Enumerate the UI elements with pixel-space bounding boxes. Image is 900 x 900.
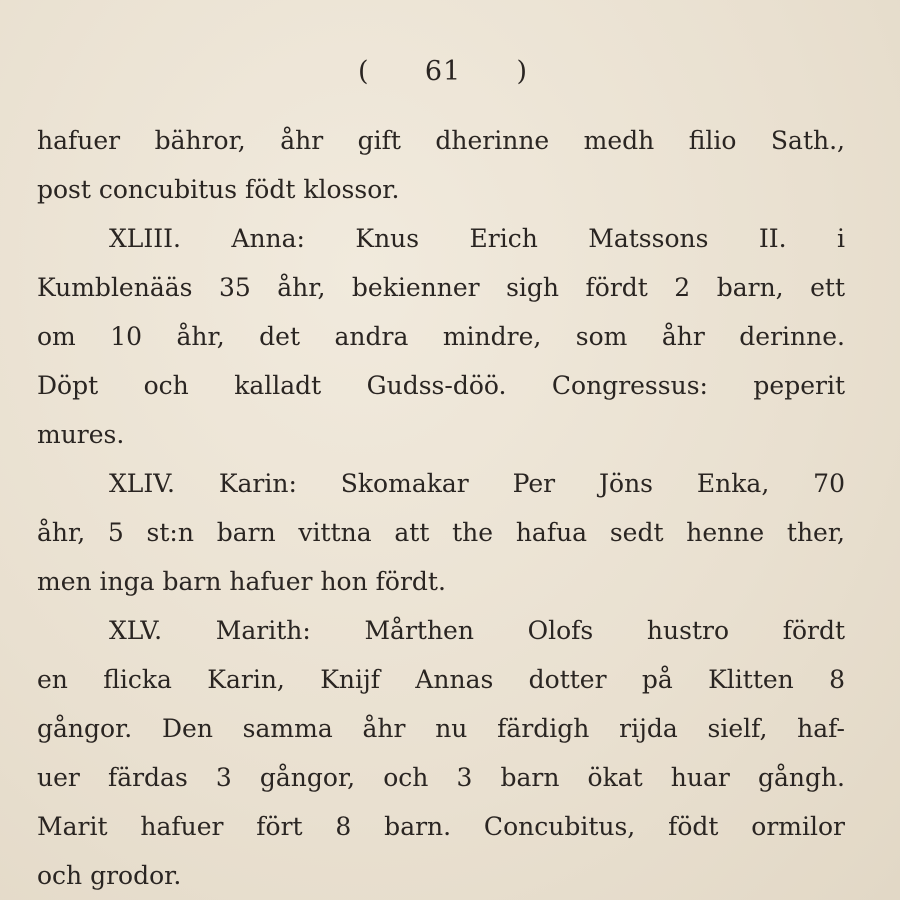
text-line: om 10 åhr, det andra mindre, som åhr derinne.: [37, 322, 845, 351]
text-line: Marit hafuer fört 8 barn. Concubitus, födt ormilor: [37, 812, 845, 841]
text-line: hafuer bähror, åhr gift dherinne medh filio Sath.,: [37, 126, 845, 155]
text-line: uer färdas 3 gångor, och 3 barn ökat huar gångh.: [37, 763, 845, 792]
entry-heading-line: XLIV. Karin: Skomakar Per Jöns Enka, 70: [109, 469, 845, 498]
page-text: [37, 116, 845, 900]
entry-heading-line: XLIII. Anna: Knus Erich Matssons II. i: [109, 224, 845, 253]
entry-heading-line: XLV. Marith: Mårthen Olofs hustro fördt: [109, 616, 845, 645]
text-line: gångor. Den samma åhr nu färdigh rijda sielf, haf-: [37, 714, 845, 743]
page-number-value: 61: [424, 56, 462, 87]
text-line: en flicka Karin, Knijf Annas dotter på Klitten 8: [37, 665, 845, 694]
page-number-close-paren: ): [516, 56, 528, 87]
text-line: mures.: [37, 420, 125, 449]
text-line: post concubitus födt klossor.: [37, 175, 400, 204]
text-line: Döpt och kalladt Gudss-döö. Congressus: peperit: [37, 371, 845, 400]
text-line: åhr, 5 st:n barn vittna att the hafua sedt henne ther,: [37, 518, 845, 547]
text-line: Kumblenääs 35 åhr, bekienner sigh fördt 2 barn, ett: [37, 273, 845, 302]
text-line: och grodor.: [37, 861, 182, 890]
page-number-open-paren: (: [358, 56, 370, 87]
text-line: men inga barn hafuer hon fördt.: [37, 567, 446, 596]
page-number: [358, 56, 528, 87]
